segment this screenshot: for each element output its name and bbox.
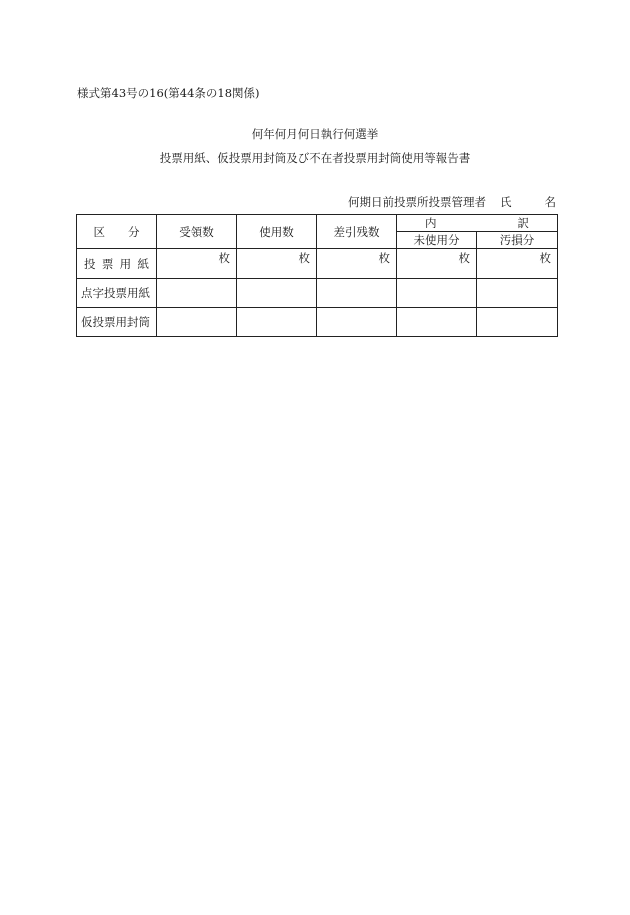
signature-line (348, 194, 556, 210)
header-received: 受領数 (157, 215, 237, 249)
header-remaining: 差引残数 (317, 215, 397, 249)
cell-used[interactable] (237, 308, 317, 337)
cell-received-unit[interactable]: 枚 (157, 249, 237, 279)
cell-received[interactable] (157, 308, 237, 337)
table-row (77, 308, 558, 337)
row-label-braille-ballot: 点字投票用紙 (77, 279, 157, 308)
cell-unused[interactable] (397, 279, 477, 308)
cell-unused[interactable] (397, 308, 477, 337)
table-row (77, 249, 558, 279)
election-title: 何年何月何日執行何選挙 (251, 127, 379, 141)
form-number: 様式第43号の16(第44条の18関係) (77, 86, 260, 100)
header-breakdown-right: 訳 (517, 216, 529, 230)
header-damaged: 汚損分 (477, 232, 558, 249)
signature-name-char-1: 氏 (500, 195, 512, 209)
header-row-1 (77, 215, 558, 232)
signature-name-field (500, 194, 556, 210)
cell-remaining[interactable] (317, 308, 397, 337)
cell-unused-unit[interactable]: 枚 (397, 249, 477, 279)
report-title: 投票用紙、仮投票用封筒及び不在者投票用封筒使用等報告書 (159, 151, 471, 165)
cell-damaged[interactable] (477, 279, 558, 308)
header-breakdown (397, 215, 558, 232)
cell-used[interactable] (237, 279, 317, 308)
header-category: 区 分 (77, 215, 157, 249)
header-unused: 未使用分 (397, 232, 477, 249)
signature-role: 何期日前投票所投票管理者 (348, 195, 486, 209)
row-label-provisional-envelope: 仮投票用封筒 (77, 308, 157, 337)
cell-damaged-unit[interactable]: 枚 (477, 249, 558, 279)
cell-received[interactable] (157, 279, 237, 308)
header-used: 使用数 (237, 215, 317, 249)
table-row (77, 279, 558, 308)
signature-name-char-2: 名 (544, 195, 556, 209)
cell-remaining[interactable] (317, 279, 397, 308)
cell-used-unit[interactable]: 枚 (237, 249, 317, 279)
cell-remaining-unit[interactable]: 枚 (317, 249, 397, 279)
report-table (76, 214, 558, 337)
cell-damaged[interactable] (477, 308, 558, 337)
header-breakdown-left: 内 (425, 216, 437, 230)
row-label-ballot-paper: 投票用紙 (77, 249, 157, 279)
